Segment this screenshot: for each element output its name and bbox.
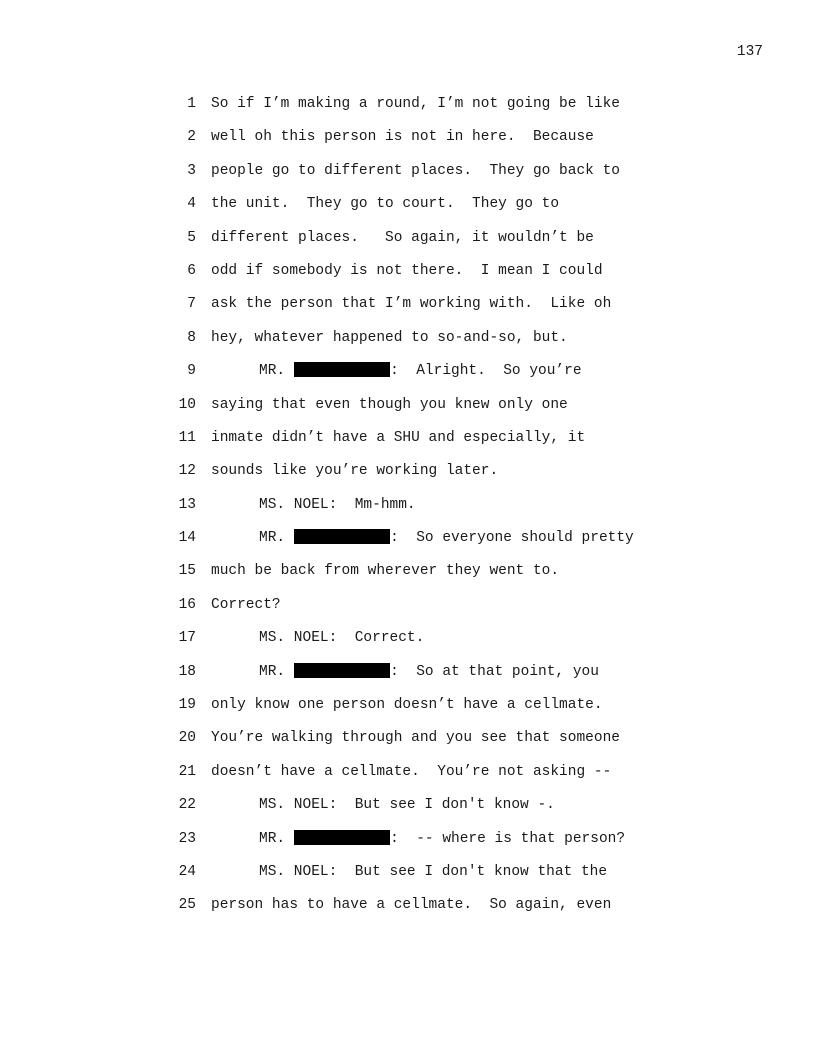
- line-content: the unit. They go to court. They go to: [211, 196, 560, 213]
- line-number: 13: [178, 496, 196, 513]
- line-text: [211, 395, 568, 415]
- line-text: [211, 328, 568, 348]
- redaction-bar: [294, 362, 390, 377]
- line-content: : Alright. So you’re: [390, 363, 582, 380]
- line-number: 5: [187, 229, 196, 246]
- redaction-bar: [294, 529, 390, 544]
- line-content: much be back from wherever they went to.: [211, 563, 560, 580]
- line-content: people go to different places. They go back to: [211, 162, 620, 179]
- line-content: : So at that point, you: [390, 663, 599, 680]
- transcript-line: [170, 361, 730, 394]
- line-content: hey, whatever happened to so-and-so, but.: [211, 329, 568, 346]
- transcript-line: [170, 528, 730, 561]
- line-text: [211, 194, 559, 214]
- line-text: [211, 829, 625, 849]
- page-number: 137: [736, 44, 763, 60]
- line-text: [211, 595, 281, 615]
- line-number: 24: [178, 863, 196, 880]
- line-text: [211, 461, 498, 481]
- line-text: [211, 361, 582, 381]
- transcript-line: [170, 294, 730, 327]
- transcript-line: [170, 862, 730, 895]
- transcript-line: [170, 662, 730, 695]
- transcript-line: [170, 762, 730, 795]
- line-number: 22: [178, 797, 196, 814]
- transcript-line: [170, 328, 730, 361]
- line-text: [211, 228, 594, 248]
- line-number: 14: [178, 530, 196, 547]
- line-text: [211, 628, 424, 648]
- line-content: MS. NOEL: Correct.: [259, 630, 425, 647]
- line-number: 9: [187, 363, 196, 380]
- speaker-label: MR.: [259, 363, 286, 380]
- line-text: [211, 695, 603, 715]
- line-text: [211, 862, 607, 882]
- line-number: 10: [178, 396, 196, 413]
- line-number: 8: [187, 329, 196, 346]
- line-content: inmate didn’t have a SHU and especially, it: [211, 429, 586, 446]
- redaction-bar: [294, 663, 390, 678]
- transcript-line: [170, 127, 730, 160]
- transcript-line: [170, 194, 730, 227]
- transcript-line: [170, 395, 730, 428]
- redaction-bar: [294, 830, 390, 845]
- transcript-line: [170, 829, 730, 862]
- line-content: odd if somebody is not there. I mean I could: [211, 262, 603, 279]
- transcript-line: [170, 461, 730, 494]
- transcript-line: [170, 795, 730, 828]
- line-content: only know one person doesn’t have a cellmate.: [211, 697, 603, 714]
- line-text: [211, 528, 634, 548]
- line-text: [211, 294, 611, 314]
- line-number: 11: [178, 429, 196, 446]
- transcript-line: [170, 728, 730, 761]
- line-number: 16: [178, 596, 196, 613]
- line-content: doesn’t have a cellmate. You’re not asking --: [211, 763, 612, 780]
- line-number: 3: [187, 162, 196, 179]
- line-number: 7: [187, 296, 196, 313]
- line-text: [211, 161, 620, 181]
- speaker-label: MR.: [259, 663, 286, 680]
- transcript-line: [170, 428, 730, 461]
- line-number: 12: [178, 463, 196, 480]
- line-number: 23: [178, 830, 196, 847]
- transcript-line: [170, 628, 730, 661]
- transcript-line: [170, 161, 730, 194]
- line-number: 18: [178, 663, 196, 680]
- line-content: sounds like you’re working later.: [211, 463, 499, 480]
- line-content: : -- where is that person?: [390, 830, 626, 847]
- line-number: 6: [187, 262, 196, 279]
- line-text: [211, 795, 555, 815]
- line-text: [211, 495, 416, 515]
- line-content: well oh this person is not in here. Because: [211, 129, 594, 146]
- line-content: MS. NOEL: Mm-hmm.: [259, 496, 416, 513]
- line-content: MS. NOEL: But see I don't know that the: [259, 863, 608, 880]
- line-content: saying that even though you knew only one: [211, 396, 568, 413]
- line-number: 1: [187, 96, 196, 112]
- line-content: You’re walking through and you see that someone: [211, 730, 620, 747]
- line-text: [211, 561, 559, 581]
- line-number: 20: [178, 730, 196, 747]
- speaker-label: MR.: [259, 530, 286, 547]
- line-content: different places. So again, it wouldn’t be: [211, 229, 594, 246]
- line-content: MS. NOEL: But see I don't know -.: [259, 797, 555, 814]
- line-text: [211, 662, 599, 682]
- line-number: 4: [187, 196, 196, 213]
- transcript: [170, 94, 730, 929]
- line-content: person has to have a cellmate. So again, even: [211, 897, 612, 914]
- transcript-line: [170, 595, 730, 628]
- line-content: Correct?: [211, 596, 281, 613]
- line-number: 19: [178, 697, 196, 714]
- line-content: : So everyone should pretty: [390, 530, 634, 547]
- transcript-line: [170, 561, 730, 594]
- line-text: [211, 895, 611, 915]
- line-text: [211, 127, 594, 147]
- line-text: [211, 728, 620, 748]
- line-number: 25: [178, 897, 196, 914]
- transcript-line: [170, 94, 730, 127]
- speaker-label: MR.: [259, 830, 286, 847]
- transcript-line: [170, 695, 730, 728]
- transcript-line: [170, 495, 730, 528]
- line-number: 17: [178, 630, 196, 647]
- line-text: [211, 762, 611, 782]
- line-number: 15: [178, 563, 196, 580]
- line-text: [211, 94, 620, 114]
- line-content: So if I’m making a round, I’m not going be like: [211, 96, 620, 112]
- line-text: [211, 261, 603, 281]
- transcript-line: [170, 261, 730, 294]
- line-text: [211, 428, 585, 448]
- transcript-line: [170, 228, 730, 261]
- line-number: 2: [187, 129, 196, 146]
- line-content: ask the person that I’m working with. Like oh: [211, 296, 612, 313]
- line-number: 21: [178, 763, 196, 780]
- transcript-line: [170, 895, 730, 928]
